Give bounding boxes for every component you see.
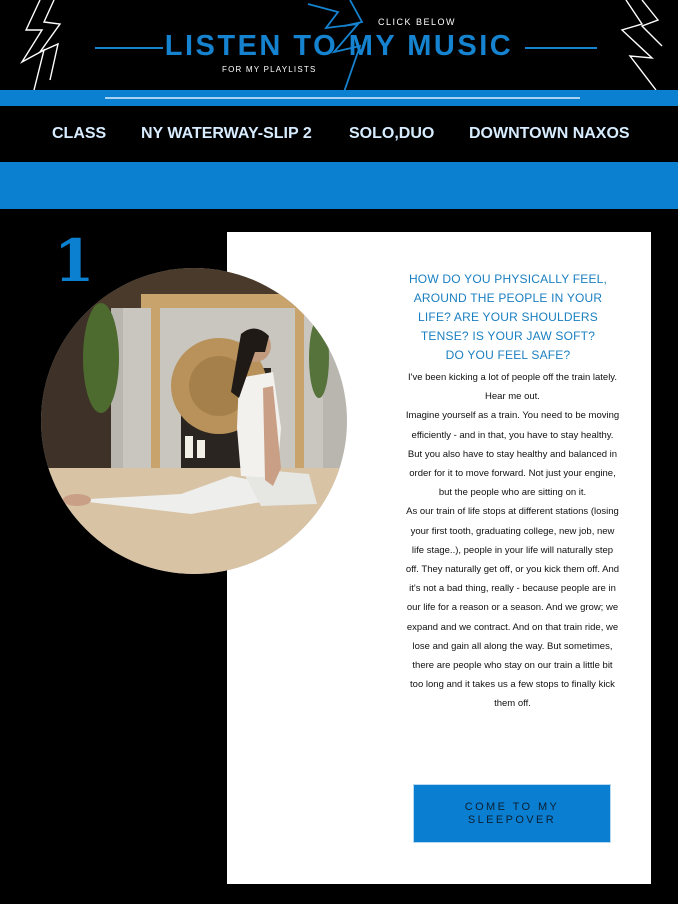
paragraph: Imagine yourself as a train. You need to be moving efficiently - and in that, you have to stay healthy. But you also have to stay healthy and balanced in order for it to move forward. Not just your engine, but the people who are sitting on it.	[405, 410, 620, 499]
headline-line: DO YOU FEEL SAFE?	[445, 348, 571, 362]
banner-stripe-line	[105, 97, 580, 99]
sleepover-button-label: COME TO MY SLEEPOVER	[464, 800, 560, 826]
nav-item-class[interactable]: CLASS	[52, 125, 107, 142]
paragraph: I've been kicking a lot of people off the train lately. Hear me out.	[407, 372, 617, 403]
headline-line: TENSE? IS YOUR JAW SOFT?	[420, 329, 596, 343]
nav-item-solo-duo[interactable]: SOLO,DUO	[349, 125, 435, 142]
headline-line: HOW DO YOU PHYSICALLY FEEL,	[408, 272, 608, 286]
blue-band	[0, 162, 678, 209]
title-divider-right	[525, 47, 597, 49]
sleepover-button[interactable]	[413, 784, 611, 843]
main-nav	[0, 106, 678, 162]
yoga-photo	[41, 268, 347, 574]
banner-subtitle: FOR MY PLAYLISTS	[222, 65, 317, 74]
nav-item-downtown-naxos[interactable]: DOWNTOWN NAXOS	[469, 125, 630, 142]
nav-item-ny-waterway[interactable]: NY WATERWAY-SLIP 2	[141, 125, 312, 142]
article-body	[405, 368, 620, 714]
headline-line: AROUND THE PEOPLE IN YOUR	[413, 291, 603, 305]
headline-line: LIFE? ARE YOUR SHOULDERS	[418, 310, 598, 324]
banner-title[interactable]: LISTEN TO MY MUSIC	[164, 30, 514, 62]
headline	[408, 270, 608, 365]
banner[interactable]	[0, 0, 678, 106]
section-number: 1	[54, 227, 95, 295]
click-below-label: CLICK BELOW	[378, 17, 457, 27]
paragraph: As our train of life stops at different stations (losing your first tooth, graduating college, new job, new life stage..), people in your life will naturally step off. They naturally get off, or you kick them off. And it's not a bad thing, really - because people are in our life for a reason or a season. And we grow; we expand and we contract. And on that train ride, we lose and gain all along the way. But sometimes, there are people who stay on our train a little bit too long and it takes us a few stops to finally kick them off.	[405, 506, 620, 710]
